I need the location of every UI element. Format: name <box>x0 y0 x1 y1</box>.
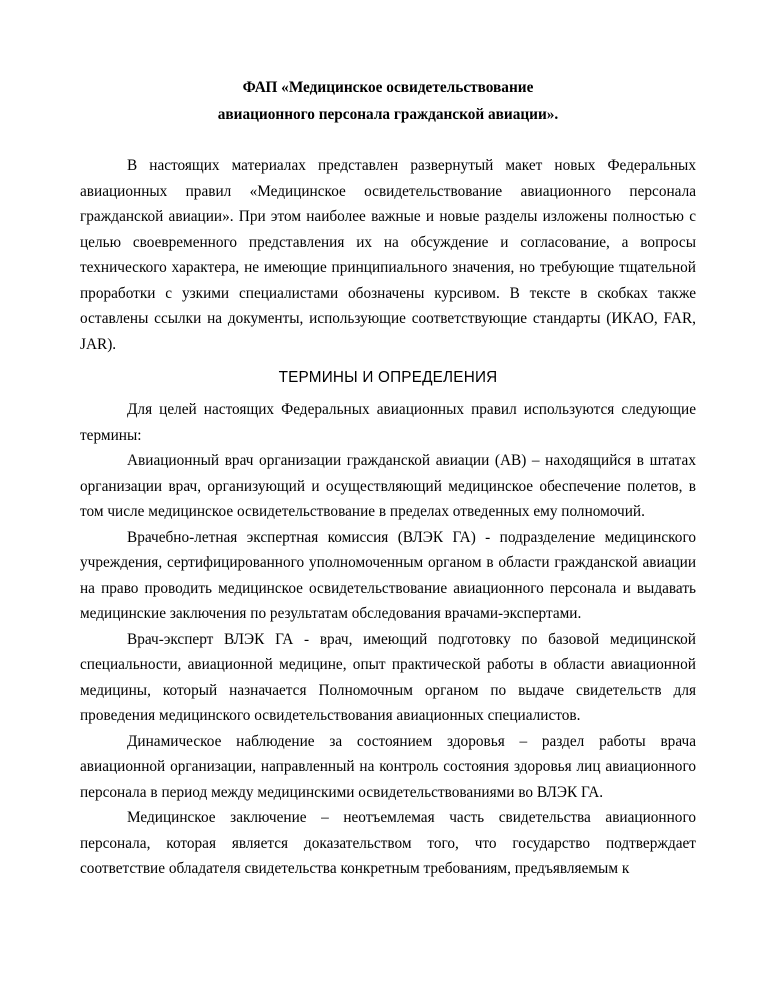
paragraph-aviation-doctor: Авиационный врач организации гражданской авиации (АВ) – находящийся в штатах организации врач, организующий и осуществляющий медицинское обеспечение полетов, в том числе медицинское освидетельствование в пределах отведенных ему полномочий. <box>80 452 696 520</box>
paragraph-medical-conclusion: Медицинское заключение – неотъемлемая часть свидетельства авиационного персонала, которая является доказательством того, что государство подтверждает соответствие обладателя свидетельства конкретным требованиям, предъявляемым к <box>80 809 696 877</box>
section-heading: ТЕРМИНЫ И ОПРЕДЕЛЕНИЯ <box>278 369 498 386</box>
title-line-1: ФАП «Медицинское освидетельствование <box>242 79 534 96</box>
paragraph-terms-intro: Для целей настоящих Федеральных авиационных правил используются следующие термины: <box>80 401 696 444</box>
title-line-2: авиационного персонала гражданской авиации». <box>217 106 559 123</box>
document-page <box>80 74 696 882</box>
document-title <box>80 74 696 128</box>
paragraph-dynamic-observation: Динамическое наблюдение за состоянием здоровья – раздел работы врача авиационной организации, направленный на контроль состояния здоровья лиц авиационного персонала в период между медицинскими освидетельствованиями во ВЛЭК ГА. <box>80 732 696 801</box>
paragraph-vlek: Врачебно-летная экспертная комиссия (ВЛЭК ГА) - подразделение медицинского учреждения, сертифицированного уполномоченным органом в области гражданской авиации на право проводить медицинское освидетельствование авиационного персонала и выдавать медицинские заключения по результатам обследования врачами-экспертами. <box>80 528 696 622</box>
intro-paragraph: В настоящих материалах представлен развернутый макет новых Федеральных авиационных правил «Медицинское освидетельствование авиационного персонала гражданской авиации». При этом наиболее важные и новые разделы изложены полностью с целью своевременного представления их на обсуждение и согласование, а вопросы технического характера, не имеющие принципиального значения, но требующие тщательной проработки с узкими специалистами обозначены курсивом. В тексте в скобках также оставлены ссылки на документы, использующие соответствующие стандарты (ИКАО, FAR, JAR). <box>80 157 696 353</box>
spacer <box>80 128 696 153</box>
paragraph-expert-doctor: Врач-эксперт ВЛЭК ГА - врач, имеющий подготовку по базовой медицинской специальности, авиационной медицине, опыт практической работы в области авиационной медицины, который назначается Полномочным органом по выдаче свидетельств для проведения медицинского освидетельствования авиационных специалистов. <box>80 630 696 724</box>
